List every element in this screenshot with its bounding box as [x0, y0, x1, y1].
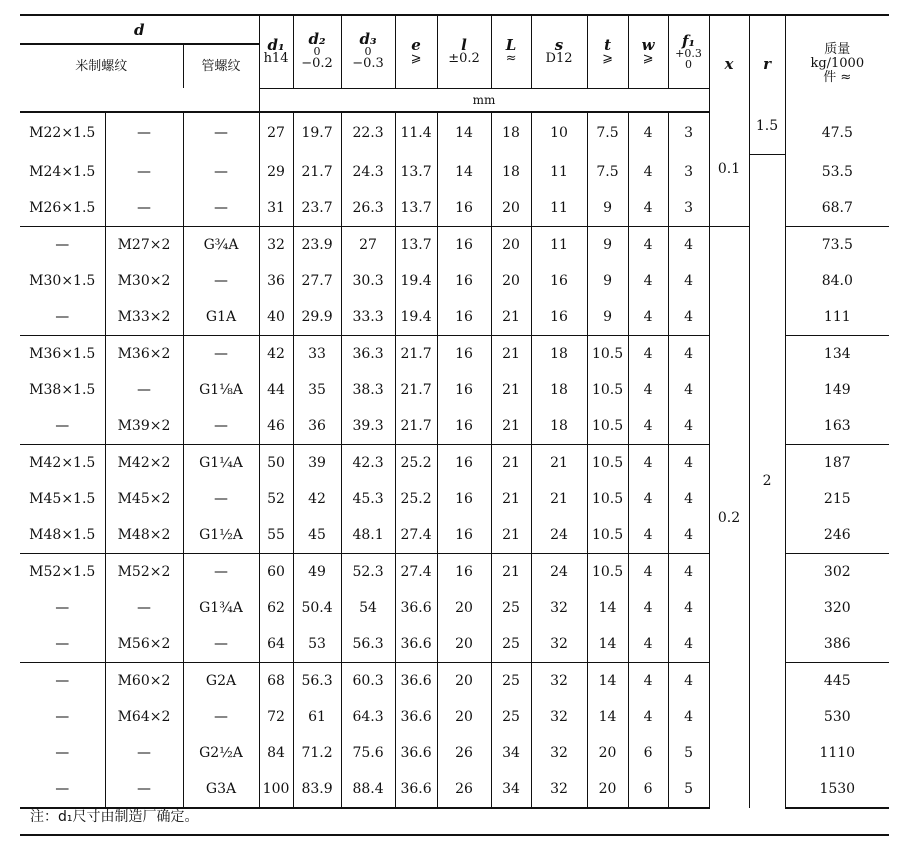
cell-m1: M45×1.5 — [29, 491, 96, 507]
cell-d2: 23.7 — [293, 190, 341, 227]
cell-s: 32 — [531, 663, 587, 700]
d2-header: d₂ 0 −0.2 — [293, 15, 341, 88]
cell-m2: M52×2 — [105, 554, 183, 591]
cell-d3: 42.3 — [341, 445, 395, 482]
cell-m2: M60×2 — [105, 663, 183, 700]
cell-m2: M48×2 — [105, 517, 183, 554]
cell-f1: 4 — [668, 663, 709, 700]
cell-d1: 36 — [259, 263, 293, 299]
cell-s: 11 — [531, 190, 587, 227]
cell-d3: 64.3 — [341, 699, 395, 735]
cell-L: 25 — [491, 626, 531, 663]
cell-pipe: — — [183, 154, 259, 190]
cell-m2: — — [105, 590, 183, 626]
cell-t: 10.5 — [587, 372, 628, 408]
cell-d1: 68 — [259, 663, 293, 700]
cell-s: 16 — [531, 263, 587, 299]
cell-w: 4 — [628, 517, 668, 554]
cell-t: 7.5 — [587, 154, 628, 190]
cell-pipe: G2A — [183, 663, 259, 700]
cell-f1: 4 — [668, 227, 709, 264]
cell-l: 20 — [437, 626, 491, 663]
cell-w: 4 — [628, 481, 668, 517]
cell-L: 34 — [491, 771, 531, 808]
cell-x-large: 0.2 — [709, 227, 749, 809]
cell-d1: 32 — [259, 227, 293, 264]
table-row — [20, 112, 889, 155]
cell-pipe: — — [183, 626, 259, 663]
cell-L: 25 — [491, 590, 531, 626]
cell-f1: 4 — [668, 590, 709, 626]
cell-m1: M42×1.5 — [20, 445, 105, 482]
l-header: l ±0.2 — [437, 15, 491, 88]
cell-f1: 4 — [668, 299, 709, 336]
cell-w: 4 — [628, 554, 668, 591]
cell-mass: 68.7 — [785, 190, 889, 227]
cell-m2: — — [105, 735, 183, 771]
cell-d3: 39.3 — [341, 408, 395, 445]
cell-m2: M33×2 — [105, 299, 183, 336]
cell-e: 25.2 — [395, 445, 437, 482]
cell-L: 21 — [491, 372, 531, 408]
cell-e: 36.6 — [395, 626, 437, 663]
f1-header: f₁ +0.3 0 — [668, 15, 709, 88]
cell-L: 21 — [491, 554, 531, 591]
cell-d3: 60.3 — [341, 663, 395, 700]
cell-d3: 33.3 — [341, 299, 395, 336]
cell-m2: M36×2 — [105, 336, 183, 373]
cell-pipe: G3A — [183, 771, 259, 808]
cell-m1: M52×1.5 — [20, 554, 105, 591]
cell-m1: M38×1.5 — [29, 382, 96, 398]
cell-f1: 3 — [668, 190, 709, 227]
unit-spacer — [20, 88, 259, 112]
cell-w: 6 — [628, 735, 668, 771]
cell-d2: 42 — [293, 481, 341, 517]
cell-t: 9 — [587, 227, 628, 264]
cell-l: 16 — [437, 517, 491, 554]
cell-d3: 54 — [341, 590, 395, 626]
cell-e: 11.4 — [395, 112, 437, 155]
cell-f1: 4 — [668, 699, 709, 735]
cell-w: 4 — [628, 626, 668, 663]
cell-w: 4 — [628, 190, 668, 227]
e-header: e ⩾ — [395, 15, 437, 88]
cell-L: 21 — [491, 481, 531, 517]
cell-pipe: — — [183, 699, 259, 735]
cell-d3: 38.3 — [341, 372, 395, 408]
cell-e: 36.6 — [395, 663, 437, 700]
table-body — [20, 112, 889, 809]
cell-l: 16 — [437, 445, 491, 482]
cell-d1: 40 — [259, 299, 293, 336]
cell-d3: 75.6 — [341, 735, 395, 771]
cell-L: 34 — [491, 735, 531, 771]
cell-w: 4 — [628, 227, 668, 264]
cell-d2: 53 — [293, 626, 341, 663]
cell-d2: 23.9 — [293, 227, 341, 264]
cell-w: 4 — [628, 336, 668, 373]
cell-m1: M36×1.5 — [20, 336, 105, 373]
cell-pipe: — — [183, 112, 259, 155]
x-header: x — [709, 15, 749, 112]
cell-d1: 50 — [259, 445, 293, 482]
cell-t: 14 — [587, 590, 628, 626]
cell-s: 24 — [531, 554, 587, 591]
cell-d3: 36.3 — [341, 336, 395, 373]
cell-t: 10.5 — [587, 336, 628, 373]
cell-s: 18 — [531, 336, 587, 373]
cell-m2: M27×2 — [105, 227, 183, 264]
cell-d2: 27.7 — [293, 263, 341, 299]
cell-d2: 49 — [293, 554, 341, 591]
cell-m2: M42×2 — [105, 445, 183, 482]
cell-m1: — — [55, 309, 70, 325]
s-header: s D12 — [531, 15, 587, 88]
cell-d1: 44 — [259, 372, 293, 408]
cell-m2: M39×2 — [105, 408, 183, 445]
cell-mass: 1530 — [785, 771, 889, 808]
bottom-rule — [20, 834, 889, 836]
cell-x-small: 0.1 — [709, 112, 749, 227]
cell-e: 19.4 — [395, 299, 437, 336]
cell-L: 18 — [491, 112, 531, 155]
cell-m2: — — [105, 190, 183, 227]
cell-r-large: 2 — [749, 154, 785, 808]
cell-e: 36.6 — [395, 699, 437, 735]
cell-f1: 4 — [668, 445, 709, 482]
cell-w: 4 — [628, 408, 668, 445]
cell-d1: 31 — [259, 190, 293, 227]
cell-m1: — — [20, 663, 105, 700]
spec-sheet — [20, 14, 889, 809]
cell-e: 25.2 — [395, 481, 437, 517]
cell-mass: 1110 — [785, 735, 889, 771]
cell-m2: M64×2 — [105, 699, 183, 735]
cell-pipe: G2½A — [183, 735, 259, 771]
cell-d3: 22.3 — [341, 112, 395, 155]
cell-l: 16 — [437, 263, 491, 299]
cell-m1: — — [55, 745, 70, 761]
cell-d3: 56.3 — [341, 626, 395, 663]
cell-pipe: — — [183, 190, 259, 227]
cell-mass: 302 — [785, 554, 889, 591]
cell-m2: — — [105, 154, 183, 190]
cell-d2: 21.7 — [293, 154, 341, 190]
cell-L: 21 — [491, 408, 531, 445]
cell-L: 21 — [491, 336, 531, 373]
cell-w: 6 — [628, 771, 668, 808]
cell-pipe: — — [183, 263, 259, 299]
cell-w: 4 — [628, 663, 668, 700]
cell-m1: — — [55, 418, 70, 434]
cell-m2: M30×2 — [105, 263, 183, 299]
cell-s: 32 — [531, 590, 587, 626]
cell-t: 14 — [587, 626, 628, 663]
cell-d1: 29 — [259, 154, 293, 190]
cell-l: 16 — [437, 336, 491, 373]
cell-s: 18 — [531, 372, 587, 408]
cell-l: 26 — [437, 735, 491, 771]
cell-t: 10.5 — [587, 481, 628, 517]
cell-l: 14 — [437, 112, 491, 155]
cell-pipe: G1¾A — [183, 590, 259, 626]
cell-d3: 27 — [341, 227, 395, 264]
cell-e: 27.4 — [395, 517, 437, 554]
cell-s: 21 — [531, 445, 587, 482]
cell-s: 32 — [531, 771, 587, 808]
cell-d2: 29.9 — [293, 299, 341, 336]
cell-m1: M30×1.5 — [29, 273, 96, 289]
cell-mass: 47.5 — [785, 112, 889, 155]
cell-d1: 84 — [259, 735, 293, 771]
cell-f1: 4 — [668, 554, 709, 591]
cell-t: 9 — [587, 263, 628, 299]
cell-d2: 36 — [293, 408, 341, 445]
cell-L: 21 — [491, 517, 531, 554]
cell-e: 21.7 — [395, 408, 437, 445]
cell-e: 13.7 — [395, 190, 437, 227]
L-header: L ≈ — [491, 15, 531, 88]
cell-d1: 64 — [259, 626, 293, 663]
cell-d1: 52 — [259, 481, 293, 517]
cell-mass: 149 — [785, 372, 889, 408]
cell-d2: 61 — [293, 699, 341, 735]
mass-header: 质量 kg/1000 件 ≈ — [785, 15, 889, 112]
cell-d2: 50.4 — [293, 590, 341, 626]
cell-t: 14 — [587, 663, 628, 700]
cell-pipe: G1⅛A — [183, 372, 259, 408]
cell-d2: 83.9 — [293, 771, 341, 808]
cell-f1: 4 — [668, 408, 709, 445]
cell-d3: 24.3 — [341, 154, 395, 190]
cell-f1: 4 — [668, 626, 709, 663]
cell-f1: 5 — [668, 771, 709, 808]
pipe-thread-header: 管螺纹 — [183, 44, 259, 88]
cell-L: 20 — [491, 190, 531, 227]
cell-d3: 88.4 — [341, 771, 395, 808]
cell-e: 21.7 — [395, 372, 437, 408]
cell-mass: 215 — [785, 481, 889, 517]
cell-pipe: G1½A — [183, 517, 259, 554]
cell-t: 20 — [587, 735, 628, 771]
cell-e: 19.4 — [395, 263, 437, 299]
cell-m1: — — [20, 771, 105, 808]
cell-e: 13.7 — [395, 227, 437, 264]
cell-s: 18 — [531, 408, 587, 445]
cell-t: 9 — [587, 299, 628, 336]
cell-pipe: — — [183, 408, 259, 445]
cell-l: 20 — [437, 663, 491, 700]
cell-t: 10.5 — [587, 517, 628, 554]
cell-s: 10 — [531, 112, 587, 155]
cell-l: 16 — [437, 299, 491, 336]
cell-l: 26 — [437, 771, 491, 808]
cell-pipe: — — [183, 554, 259, 591]
cell-t: 10.5 — [587, 554, 628, 591]
cell-L: 25 — [491, 663, 531, 700]
cell-pipe: G¾A — [183, 227, 259, 264]
cell-L: 25 — [491, 699, 531, 735]
cell-m2: — — [105, 372, 183, 408]
cell-l: 16 — [437, 227, 491, 264]
cell-f1: 4 — [668, 263, 709, 299]
cell-s: 24 — [531, 517, 587, 554]
cell-l: 16 — [437, 481, 491, 517]
cell-d1: 72 — [259, 699, 293, 735]
cell-m1: — — [55, 709, 70, 725]
cell-w: 4 — [628, 263, 668, 299]
cell-f1: 4 — [668, 372, 709, 408]
cell-s: 11 — [531, 154, 587, 190]
cell-f1: 4 — [668, 336, 709, 373]
cell-w: 4 — [628, 590, 668, 626]
cell-d1: 55 — [259, 517, 293, 554]
cell-f1: 3 — [668, 154, 709, 190]
table-row — [20, 154, 889, 190]
cell-mass: 187 — [785, 445, 889, 482]
cell-s: 32 — [531, 699, 587, 735]
cell-t: 10.5 — [587, 408, 628, 445]
cell-mass: 530 — [785, 699, 889, 735]
cell-t: 7.5 — [587, 112, 628, 155]
cell-d1: 27 — [259, 112, 293, 155]
cell-d3: 52.3 — [341, 554, 395, 591]
thread-dimension-table — [20, 14, 889, 809]
cell-f1: 5 — [668, 735, 709, 771]
cell-mass: 73.5 — [785, 227, 889, 264]
cell-e: 36.6 — [395, 590, 437, 626]
cell-l: 16 — [437, 554, 491, 591]
cell-m1: — — [55, 600, 70, 616]
t-header: t ⩾ — [587, 15, 628, 88]
cell-w: 4 — [628, 372, 668, 408]
cell-pipe: G1A — [183, 299, 259, 336]
cell-L: 20 — [491, 263, 531, 299]
w-header: w ⩾ — [628, 15, 668, 88]
cell-d1: 62 — [259, 590, 293, 626]
cell-e: 13.7 — [395, 154, 437, 190]
metric-thread-header: 米制螺纹 — [75, 58, 128, 74]
cell-L: 18 — [491, 154, 531, 190]
cell-d2: 39 — [293, 445, 341, 482]
cell-mass: 134 — [785, 336, 889, 373]
cell-L: 21 — [491, 299, 531, 336]
cell-d2: 33 — [293, 336, 341, 373]
cell-mass: 84.0 — [785, 263, 889, 299]
d1-header: d₁ h14 — [259, 15, 293, 88]
r-header: r — [749, 15, 785, 112]
cell-e: 36.6 — [395, 735, 437, 771]
cell-m1: M24×1.5 — [29, 164, 96, 180]
cell-d2: 71.2 — [293, 735, 341, 771]
cell-m2: — — [105, 771, 183, 808]
cell-pipe: G1¼A — [183, 445, 259, 482]
cell-t: 10.5 — [587, 445, 628, 482]
cell-w: 4 — [628, 112, 668, 155]
cell-mass: 163 — [785, 408, 889, 445]
cell-mass: 53.5 — [785, 154, 889, 190]
cell-s: 11 — [531, 227, 587, 264]
cell-d3: 45.3 — [341, 481, 395, 517]
cell-d2: 45 — [293, 517, 341, 554]
cell-l: 16 — [437, 190, 491, 227]
cell-m2: — — [105, 112, 183, 155]
cell-mass: 246 — [785, 517, 889, 554]
cell-L: 20 — [491, 227, 531, 264]
cell-d3: 26.3 — [341, 190, 395, 227]
cell-l: 16 — [437, 372, 491, 408]
cell-l: 20 — [437, 590, 491, 626]
footnote: 注：d₁尺寸由制造厂确定。 — [30, 809, 199, 825]
cell-e: 27.4 — [395, 554, 437, 591]
cell-L: 21 — [491, 445, 531, 482]
cell-mass: 445 — [785, 663, 889, 700]
cell-w: 4 — [628, 445, 668, 482]
cell-m1: M22×1.5 — [29, 125, 96, 142]
cell-w: 4 — [628, 699, 668, 735]
cell-s: 16 — [531, 299, 587, 336]
cell-r-small: 1.5 — [749, 112, 785, 155]
cell-d3: 30.3 — [341, 263, 395, 299]
cell-pipe: — — [183, 481, 259, 517]
cell-w: 4 — [628, 299, 668, 336]
cell-pipe: — — [183, 336, 259, 373]
cell-l: 14 — [437, 154, 491, 190]
cell-w: 4 — [628, 154, 668, 190]
cell-t: 9 — [587, 190, 628, 227]
cell-e: 21.7 — [395, 336, 437, 373]
cell-m2: M56×2 — [105, 626, 183, 663]
cell-d1: 100 — [259, 771, 293, 808]
cell-f1: 3 — [668, 112, 709, 155]
cell-s: 32 — [531, 626, 587, 663]
cell-l: 16 — [437, 408, 491, 445]
cell-l: 20 — [437, 699, 491, 735]
cell-m1: — — [55, 636, 70, 652]
cell-d2: 19.7 — [293, 112, 341, 155]
cell-t: 20 — [587, 771, 628, 808]
cell-s: 32 — [531, 735, 587, 771]
cell-f1: 4 — [668, 481, 709, 517]
d-group-header: d — [20, 15, 259, 44]
cell-d3: 48.1 — [341, 517, 395, 554]
unit-label: mm — [259, 88, 709, 112]
cell-m1: M48×1.5 — [29, 527, 96, 543]
cell-m1: M26×1.5 — [29, 200, 96, 216]
cell-m1: — — [20, 227, 105, 264]
cell-f1: 4 — [668, 517, 709, 554]
cell-mass: 386 — [785, 626, 889, 663]
cell-d2: 56.3 — [293, 663, 341, 700]
cell-mass: 320 — [785, 590, 889, 626]
cell-d2: 35 — [293, 372, 341, 408]
cell-d1: 42 — [259, 336, 293, 373]
cell-t: 14 — [587, 699, 628, 735]
cell-d1: 46 — [259, 408, 293, 445]
cell-s: 21 — [531, 481, 587, 517]
d3-header: d₃ 0 −0.3 — [341, 15, 395, 88]
cell-d1: 60 — [259, 554, 293, 591]
cell-e: 36.6 — [395, 771, 437, 808]
cell-m2: M45×2 — [105, 481, 183, 517]
cell-mass: 111 — [785, 299, 889, 336]
